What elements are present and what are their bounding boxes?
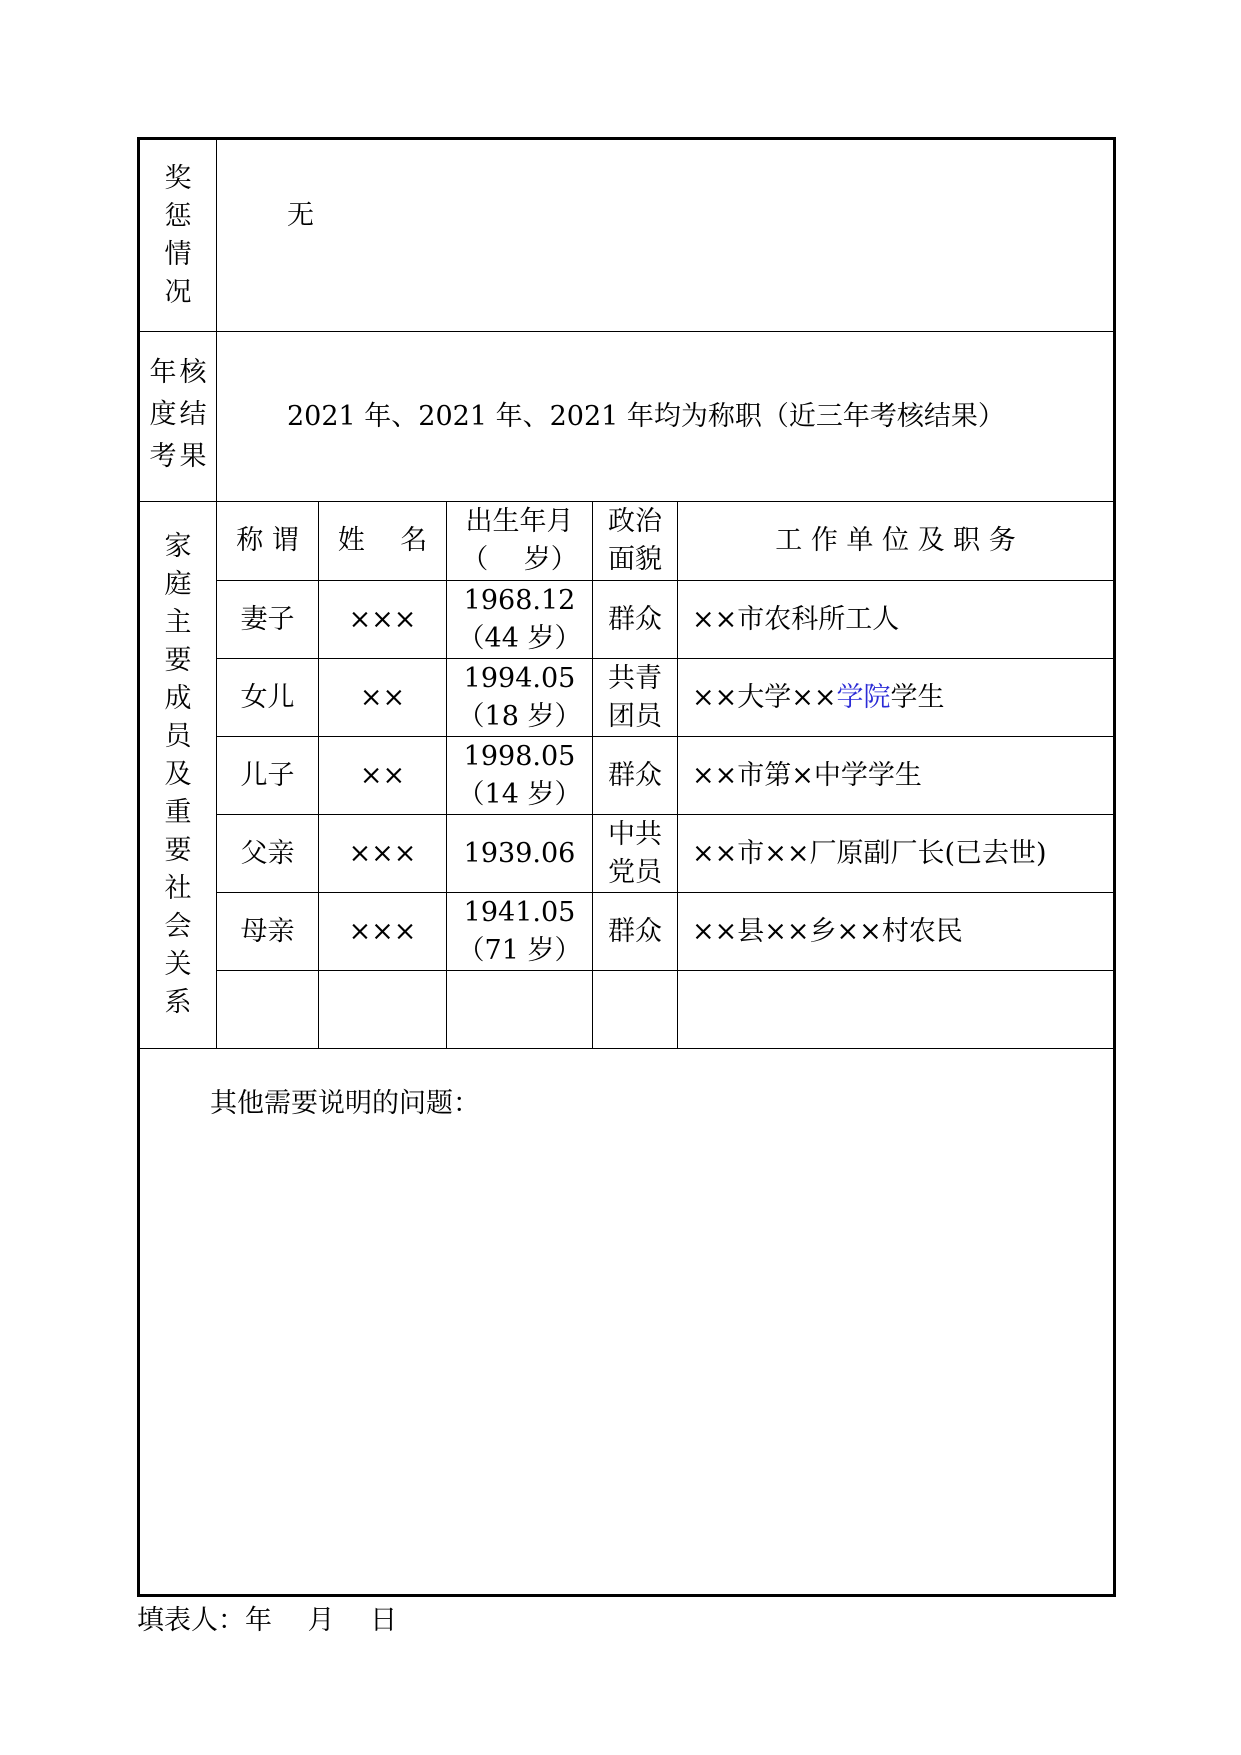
political-line1: 中共 (608, 818, 662, 850)
notes-label: 其他需要说明的问题： (210, 1088, 480, 1119)
assessment-label-char: 考 (149, 440, 177, 472)
awards-content[interactable]: 无 (217, 139, 1115, 332)
birth-date: 1998.05 (463, 740, 576, 772)
notes-row (139, 1049, 1115, 1596)
family-label-char: 要 (164, 835, 192, 866)
awards-label-char: 情 (164, 238, 192, 270)
birth-date: 1941.05 (463, 896, 576, 928)
table-row (139, 815, 1115, 893)
header-political (593, 502, 678, 581)
work-cell[interactable] (678, 737, 1115, 815)
awards-label-char: 奖 (164, 162, 192, 194)
age: （18 岁） (457, 700, 582, 732)
family-label-char: 要 (164, 645, 192, 676)
header-relation: 称 谓 (217, 502, 319, 581)
political-cell[interactable] (593, 971, 678, 1049)
assessment-label-char: 核 (179, 356, 207, 388)
family-label-char: 会 (164, 911, 192, 942)
age: （14 岁） (457, 778, 582, 810)
birth-date: 1994.05 (463, 662, 576, 694)
awards-row (139, 139, 1115, 332)
work-cell[interactable] (678, 815, 1115, 893)
relation-cell[interactable]: 妻子 (217, 581, 319, 659)
assessment-label (139, 332, 217, 502)
assessment-label-char: 果 (179, 440, 207, 472)
family-label-char: 成 (164, 683, 192, 714)
relation-cell[interactable]: 女儿 (217, 659, 319, 737)
birth-cell[interactable] (447, 815, 593, 893)
family-label-char: 员 (164, 721, 192, 752)
political-line1: 群众 (608, 759, 662, 791)
family-header-row (139, 502, 1115, 581)
awards-label (139, 139, 217, 332)
assessment-label-char: 结 (179, 398, 207, 430)
notes-area[interactable] (139, 1049, 1115, 1596)
birth-cell[interactable] (447, 737, 593, 815)
political-cell[interactable] (593, 893, 678, 971)
birth-date: 1968.12 (463, 584, 576, 616)
table-row-empty (139, 971, 1115, 1049)
name-cell[interactable]: ××× (319, 815, 447, 893)
political-cell[interactable] (593, 737, 678, 815)
family-label-char: 主 (164, 607, 192, 638)
family-label-char: 家 (164, 531, 192, 562)
birth-cell[interactable] (447, 971, 593, 1049)
political-cell[interactable] (593, 659, 678, 737)
age: （71 岁） (457, 934, 582, 966)
family-label-char: 及 (164, 759, 192, 790)
family-label-char: 庭 (164, 569, 192, 600)
work-text-suffix: 学生 (890, 681, 945, 713)
work-text: ××市第×中学学生 (692, 759, 922, 791)
assessment-row (139, 332, 1115, 502)
work-cell[interactable] (678, 971, 1115, 1049)
political-line1: 群众 (608, 915, 662, 947)
table-row (139, 581, 1115, 659)
assessment-label-char: 度 (149, 398, 177, 430)
form-filler-footer: 填表人：年 月 日 (137, 1605, 398, 1636)
family-label (139, 502, 217, 1049)
relation-cell[interactable]: 母亲 (217, 893, 319, 971)
work-text: ××大学×× (692, 681, 837, 713)
family-label-char: 系 (164, 987, 192, 1018)
header-political-line2: 面貌 (608, 544, 662, 575)
family-label-char: 重 (164, 797, 192, 828)
header-work: 工 作 单 位 及 职 务 (678, 502, 1115, 581)
header-name: 姓 名 (319, 502, 447, 581)
assessment-content[interactable]: 2021 年、2021 年、2021 年均为称职（近三年考核结果） (217, 332, 1115, 502)
relation-cell[interactable]: 父亲 (217, 815, 319, 893)
work-text: ××市农科所工人 (692, 603, 900, 635)
work-cell[interactable] (678, 581, 1115, 659)
political-line2: 团员 (608, 700, 662, 732)
header-birth-line2: （ 岁） (461, 544, 578, 575)
name-cell[interactable]: ×× (319, 659, 447, 737)
assessment-label-char: 年 (149, 356, 177, 388)
relation-cell[interactable]: 儿子 (217, 737, 319, 815)
awards-label-char: 况 (164, 276, 192, 308)
birth-cell[interactable] (447, 659, 593, 737)
political-line1: 共青 (608, 662, 662, 694)
birth-cell[interactable] (447, 893, 593, 971)
cadre-info-form (137, 137, 1116, 1597)
birth-cell[interactable] (447, 581, 593, 659)
age: （44 岁） (457, 622, 582, 654)
birth-date: 1939.06 (463, 837, 576, 869)
work-text-highlight: 学院 (836, 681, 891, 713)
political-line1: 群众 (608, 603, 662, 635)
work-text: ××县××乡××村农民 (692, 915, 963, 947)
header-political-line1: 政治 (608, 506, 662, 537)
political-line2: 党员 (608, 856, 662, 888)
table-row (139, 659, 1115, 737)
header-birth-line1: 出生年月 (465, 506, 574, 537)
family-label-char: 社 (164, 873, 192, 904)
name-cell[interactable]: ××× (319, 581, 447, 659)
work-text: ××市××厂原副厂长(已去世) (692, 837, 1047, 869)
name-cell[interactable]: ××× (319, 893, 447, 971)
political-cell[interactable] (593, 815, 678, 893)
header-birth (447, 502, 593, 581)
relation-cell[interactable] (217, 971, 319, 1049)
table-row (139, 737, 1115, 815)
name-cell[interactable]: ×× (319, 737, 447, 815)
family-label-char: 关 (164, 949, 192, 980)
name-cell[interactable] (319, 971, 447, 1049)
political-cell[interactable] (593, 581, 678, 659)
awards-label-char: 惩 (164, 200, 192, 232)
work-cell[interactable] (678, 893, 1115, 971)
work-cell[interactable] (678, 659, 1115, 737)
table-row (139, 893, 1115, 971)
